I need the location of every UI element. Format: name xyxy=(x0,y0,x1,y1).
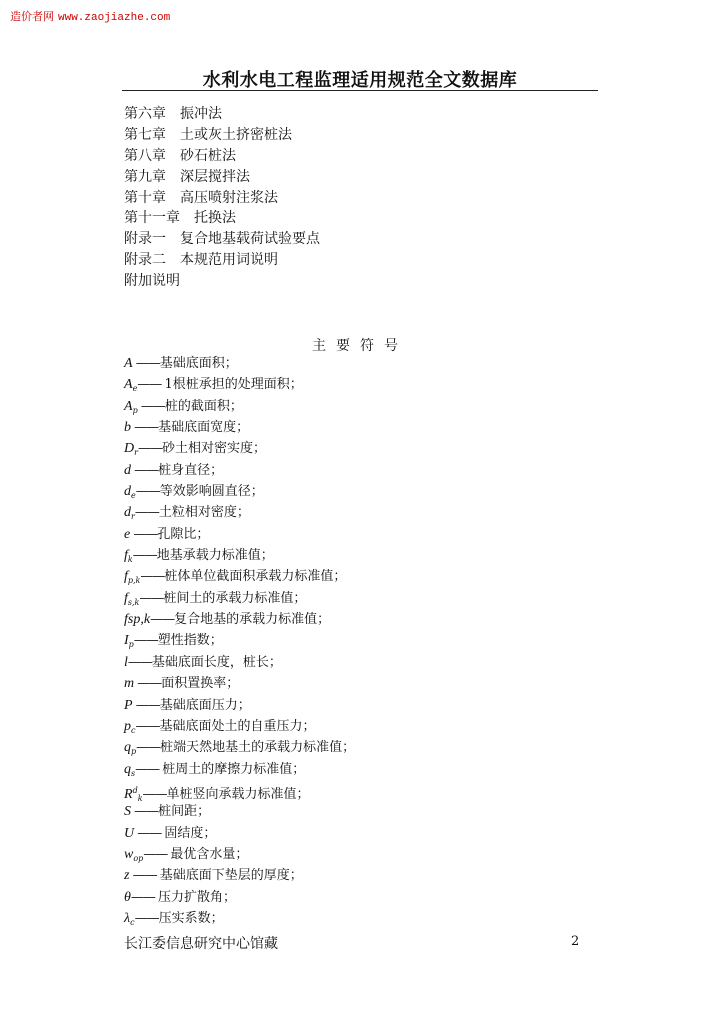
symbol-entry xyxy=(124,716,355,737)
symbol-description: 塑性指数； xyxy=(157,633,223,649)
toc-item-title: 托换法 xyxy=(194,210,236,227)
toc-item-number: 第六章 xyxy=(124,106,166,122)
toc-item-title: 振冲法 xyxy=(180,106,222,122)
symbol-entry xyxy=(124,438,355,459)
symbol-entry xyxy=(124,695,355,716)
symbol-entry xyxy=(124,865,355,886)
symbol-description: 桩间土的承载力标准值； xyxy=(163,590,307,606)
toc-item xyxy=(124,208,320,229)
symbol-entry xyxy=(124,887,355,908)
symbol-name: q xyxy=(124,761,131,777)
symbol-dash: —— xyxy=(134,910,159,926)
symbol-entry xyxy=(124,588,355,609)
toc-item xyxy=(124,125,320,146)
toc-item-number: 第七章 xyxy=(124,126,166,143)
toc-item-title: 土或灰土挤密桩法 xyxy=(180,126,292,143)
toc-item-title: 复合地基载荷试验要点 xyxy=(180,231,320,248)
symbol-entry xyxy=(124,673,355,694)
symbol-subscript: r xyxy=(134,448,138,458)
symbol-description: 土粒相对密度； xyxy=(158,505,250,521)
toc-item-number: 第十章 xyxy=(124,189,166,206)
symbol-dash: —— xyxy=(137,377,165,393)
symbol-description: 压实系数； xyxy=(158,910,224,926)
symbol-dash: —— xyxy=(135,484,160,500)
symbol-dash: —— xyxy=(130,889,159,905)
symbol-dash: —— xyxy=(134,505,159,521)
symbol-name: z xyxy=(124,868,130,884)
symbol-name: U xyxy=(124,825,135,841)
symbol-entry xyxy=(124,609,355,630)
symbol-subscript: s xyxy=(131,768,136,778)
toc-item xyxy=(124,271,320,292)
symbol-subscript: p xyxy=(128,640,134,650)
footer-collection-note: 长江委信息研究中心馆藏 xyxy=(124,936,278,952)
toc-item-number: 附录一 xyxy=(124,231,166,248)
symbol-name: d xyxy=(124,484,131,500)
symbol-dash: —— xyxy=(142,786,167,802)
symbol-subscript: c xyxy=(131,725,136,735)
symbol-name: d xyxy=(124,505,131,521)
symbol-subscript: r xyxy=(131,512,135,522)
symbol-dash: —— xyxy=(135,718,160,734)
symbol-description: 桩间距； xyxy=(158,804,211,820)
symbol-subscript: s,k xyxy=(127,597,140,607)
symbol-subscript: e xyxy=(131,491,136,501)
symbol-name: fsp,k xyxy=(124,612,151,628)
symbol-subscript: p xyxy=(132,405,138,415)
symbol-subscript: c xyxy=(130,917,135,927)
toc-item xyxy=(124,146,320,167)
symbol-dash: —— xyxy=(133,633,158,649)
symbol-description: 桩身直径； xyxy=(158,462,224,478)
symbol-entry xyxy=(124,630,355,651)
toc-item-number: 附录二 xyxy=(124,252,166,269)
watermark-site-name: 造价者网 xyxy=(10,10,54,23)
symbol-entry xyxy=(124,353,355,374)
symbol-name: d xyxy=(124,462,131,478)
symbol-name: λ xyxy=(124,910,131,926)
symbol-dash: —— xyxy=(130,526,158,542)
document-title: 水利水电工程监理适用规范全文数据库 xyxy=(202,70,518,91)
symbol-description: 基础底面处土的自重压力； xyxy=(159,718,316,734)
symbol-dash: —— xyxy=(140,569,165,585)
symbol-name: f xyxy=(124,590,128,606)
symbol-dash: —— xyxy=(136,740,161,756)
symbol-description: 桩周土的摩擦力标准值； xyxy=(162,761,306,777)
symbol-description: 等效影响圆直径； xyxy=(159,484,264,500)
symbol-description: 孔隙比； xyxy=(157,526,210,542)
symbol-dash: —— xyxy=(132,548,157,564)
symbol-entry xyxy=(124,823,355,844)
symbol-description: 复合地基的承载力标准值； xyxy=(174,612,331,628)
symbol-entry xyxy=(124,374,355,395)
symbol-description: 基础底面积； xyxy=(159,356,238,371)
symbol-entry xyxy=(124,396,355,417)
symbol-description: 面积置换率； xyxy=(161,676,240,692)
symbol-superscript: d xyxy=(132,785,138,795)
symbols-heading: 主要符号 xyxy=(312,338,408,354)
symbol-name: D xyxy=(124,441,135,457)
symbol-dash: —— xyxy=(150,612,175,628)
symbol-name: θ xyxy=(124,889,131,905)
symbol-dash: —— xyxy=(131,804,159,820)
symbol-subscript: k xyxy=(137,793,143,803)
table-of-contents xyxy=(124,104,320,292)
symbol-name: f xyxy=(124,569,128,585)
toc-item-number: 第十一章 xyxy=(124,210,180,227)
symbol-description: 固结度； xyxy=(164,825,217,841)
symbol-description: 压力扩散角； xyxy=(158,889,237,905)
symbol-name: w xyxy=(124,846,134,862)
symbol-dash: —— xyxy=(131,462,159,478)
symbol-description: 基础底面下垫层的厚度； xyxy=(159,868,303,884)
symbol-description: 桩的截面积； xyxy=(164,398,243,414)
symbol-entry xyxy=(124,652,355,673)
symbol-description: 砂土相对密实度； xyxy=(161,441,266,457)
symbol-description: 1根桩承担的处理面积； xyxy=(164,377,303,393)
toc-item-number: 第九章 xyxy=(124,168,166,185)
toc-item xyxy=(124,104,320,125)
symbol-name: A xyxy=(124,356,133,371)
symbol-dash: —— xyxy=(134,676,162,692)
symbol-entry xyxy=(124,545,355,566)
toc-item xyxy=(124,250,320,271)
symbol-dash: —— xyxy=(129,868,160,884)
symbol-entry xyxy=(124,844,355,865)
symbol-subscript: p,k xyxy=(127,576,141,586)
symbol-name: m xyxy=(124,676,135,692)
watermark-url[interactable]: www.zaojiazhe.com xyxy=(58,12,171,24)
symbol-subscript: p xyxy=(131,747,137,757)
symbol-subscript: k xyxy=(127,555,133,565)
symbol-entry xyxy=(124,737,355,758)
symbol-name: P xyxy=(124,697,133,713)
symbol-description: 基础底面压力； xyxy=(159,697,251,713)
symbol-description: 桩体单位截面积承载力标准值； xyxy=(164,569,347,585)
symbol-description: 基础底面宽度； xyxy=(158,420,250,436)
toc-item-number: 第八章 xyxy=(124,147,166,164)
watermark xyxy=(10,8,170,24)
symbol-dash: —— xyxy=(134,825,165,841)
symbol-entry xyxy=(124,780,355,801)
symbol-description: 单桩竖向承载力标准值； xyxy=(166,786,310,802)
symbol-entry xyxy=(124,908,355,929)
symbols-list xyxy=(124,353,355,929)
symbol-dash: —— xyxy=(137,441,162,457)
symbol-name: A xyxy=(124,398,133,414)
toc-item-title: 深层搅拌法 xyxy=(180,168,250,185)
symbol-entry xyxy=(124,566,355,587)
page-number: 2 xyxy=(571,934,580,949)
symbol-name: e xyxy=(124,526,131,542)
symbol-dash: —— xyxy=(137,398,165,414)
symbol-entry xyxy=(124,460,355,481)
toc-item-title: 高压喷射注浆法 xyxy=(180,189,278,206)
symbol-dash: —— xyxy=(127,654,152,670)
symbol-description: 最优含水量； xyxy=(170,846,249,862)
symbol-dash: —— xyxy=(143,846,171,862)
symbol-name: b xyxy=(124,420,131,436)
toc-item xyxy=(124,167,320,188)
symbol-name: q xyxy=(124,740,131,756)
symbol-subscript: e xyxy=(132,384,138,394)
symbol-name: R xyxy=(124,786,133,802)
symbol-entry xyxy=(124,524,355,545)
symbol-dash: —— xyxy=(135,761,163,777)
title-underline xyxy=(122,90,598,91)
symbol-dash: —— xyxy=(131,420,159,436)
symbol-description: 基础底面长度，桩长； xyxy=(151,654,282,670)
toc-item xyxy=(124,229,320,250)
symbol-dash: —— xyxy=(132,356,160,371)
symbol-entry xyxy=(124,481,355,502)
toc-item xyxy=(124,188,320,209)
symbol-name: S xyxy=(124,804,131,820)
symbol-name: I xyxy=(124,633,129,649)
symbol-entry xyxy=(124,417,355,438)
symbol-name: l xyxy=(124,654,128,670)
symbol-entry xyxy=(124,759,355,780)
symbol-description: 桩端天然地基土的承载力标准值； xyxy=(160,740,356,756)
toc-item-title: 砂石桩法 xyxy=(180,147,236,164)
symbol-name: p xyxy=(124,718,131,734)
toc-item-number: 附加说明 xyxy=(124,273,180,290)
symbol-entry xyxy=(124,801,355,822)
symbol-name: A xyxy=(124,377,133,393)
symbol-entry xyxy=(124,502,355,523)
symbol-dash: —— xyxy=(139,590,164,606)
symbol-description: 地基承载力标准值； xyxy=(156,548,274,564)
symbol-dash: —— xyxy=(132,697,160,713)
symbol-name: f xyxy=(124,548,128,564)
toc-item-title: 本规范用词说明 xyxy=(180,252,278,269)
symbol-subscript: op xyxy=(133,853,144,863)
